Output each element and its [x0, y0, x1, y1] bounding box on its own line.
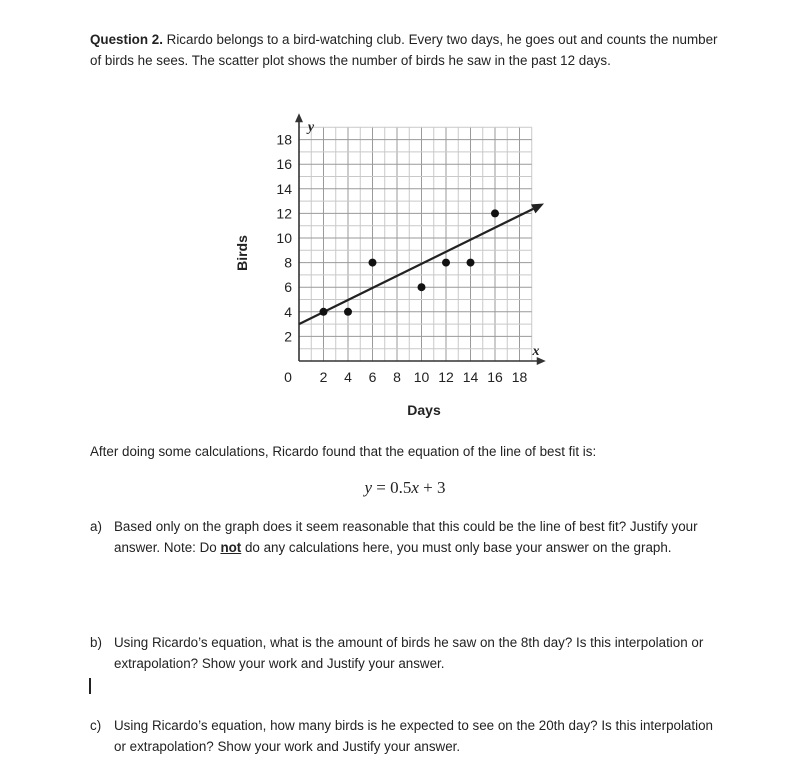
y-tick-label: 2: [284, 328, 292, 345]
equation-rhs: + 3: [418, 478, 446, 497]
y-tick-label: 16: [276, 156, 292, 173]
data-point: [491, 209, 499, 217]
data-point: [467, 259, 475, 267]
part-a-label: a): [90, 519, 102, 534]
best-fit-equation: [0, 478, 810, 498]
data-point: [418, 283, 426, 291]
x-tick-label: 10: [413, 369, 430, 385]
data-point: [320, 308, 328, 316]
calc-text: After doing some calculations, Ricardo found that the equation of the line of best fit is:: [90, 444, 597, 459]
chart-axes: [295, 113, 546, 365]
question-label: Question 2.: [90, 32, 163, 47]
y-axis-label: Birds: [234, 235, 250, 271]
part-a-text: [114, 516, 725, 558]
y-tick-label: 18: [276, 131, 292, 148]
part-a-emphasis: not: [220, 540, 242, 555]
x-tick-label: 8: [393, 369, 401, 385]
y-axis-symbol: y: [307, 120, 315, 135]
y-tick-label: 14: [276, 180, 292, 197]
y-tick-label: 10: [276, 230, 292, 246]
x-tick-label: 6: [368, 369, 377, 385]
part-b-text: Using Ricardo’s equation, what is the amount of birds he saw on the 8th day? Is this interpolation or extrapolation? Show your work and Justify your answer.: [114, 635, 704, 671]
part-c: [90, 715, 725, 757]
text-cursor[interactable]: [89, 678, 91, 694]
part-a-text-before: Based only on the graph does it seem reasonable that this could be the line of best fit? Justify your answer. Note: Do: [114, 519, 698, 555]
part-b: [90, 632, 725, 674]
y-tick-label: 4: [284, 303, 292, 320]
chart-grid: [299, 127, 532, 361]
part-b-label: b): [90, 635, 102, 650]
y-tick-label: 8: [284, 254, 292, 271]
y-axis-arrow: [295, 113, 303, 122]
data-point: [369, 259, 377, 267]
x-axis-symbol: x: [532, 344, 540, 359]
x-tick-label: 12: [438, 369, 454, 385]
part-a-text-after: do any calculations here, you must only base your answer on the graph.: [241, 540, 672, 555]
x-axis-label: Days: [407, 402, 441, 418]
question-text: Ricardo belongs to a bird-watching club. Every two days, he goes out and counts the number of birds he sees. The scatter plot shows the number of birds he saw in the past 12 days.: [90, 32, 718, 68]
part-c-text: Using Ricardo’s equation, how many birds is he expected to see on the 20th day? Is this interpolation or extrapolation? Show your work and Justify your answer.: [114, 718, 713, 754]
chart-ticks: [276, 132, 527, 385]
equation-eq: = 0.5: [372, 478, 412, 497]
y-tick-label: 6: [284, 279, 292, 296]
part-c-label: c): [90, 718, 102, 733]
data-point: [442, 259, 450, 267]
x-tick-label: 18: [511, 369, 528, 385]
equation-lhs: y: [364, 478, 373, 497]
part-a: [90, 516, 725, 558]
y-tick-label: 12: [276, 205, 292, 222]
x-tick-label: 4: [344, 369, 352, 385]
equation-var: x: [411, 478, 419, 497]
x-tick-label: 2: [319, 369, 328, 385]
x-tick-label: 16: [487, 369, 503, 385]
x-tick-label: 14: [462, 369, 479, 385]
origin-label: 0: [284, 369, 292, 385]
data-point: [344, 308, 352, 316]
